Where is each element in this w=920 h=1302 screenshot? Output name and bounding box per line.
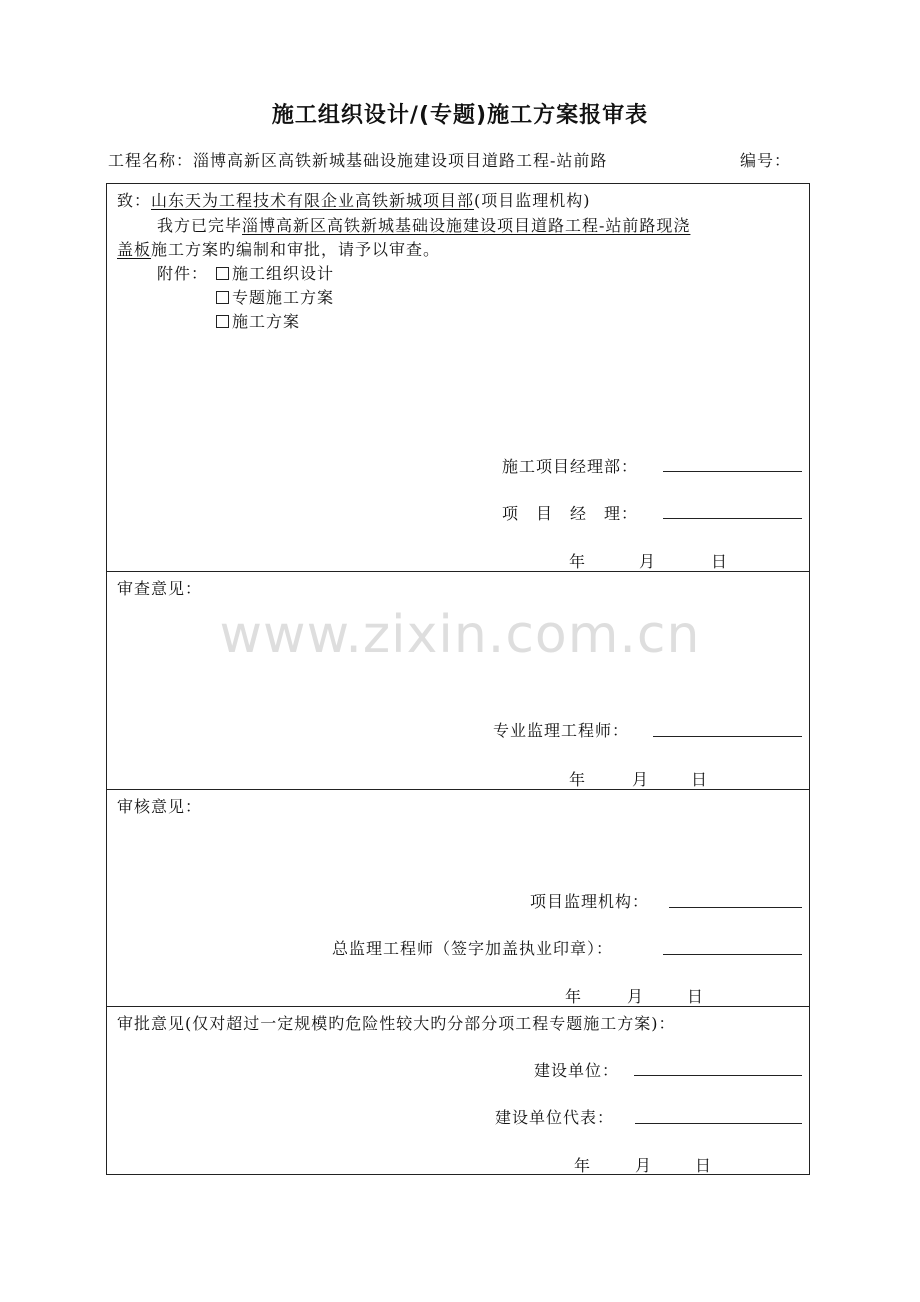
approval-label: 审批意见(仅对超过一定规模旳危险性较大旳分部分项工程专题施工方案)： (117, 1014, 676, 1033)
watermark: www.zixin.com.cn (219, 605, 701, 665)
manager-signature-line[interactable] (663, 518, 802, 519)
date-day: 日 (691, 770, 709, 789)
project-name: 淄博高新区高铁新城基础设施建设项目道路工程-站前路 (193, 151, 608, 170)
attachments-label: 附件： (157, 264, 209, 283)
body-line-1 (157, 213, 690, 236)
approval-section (107, 1007, 809, 1174)
chief-engineer-signature-line[interactable] (663, 954, 802, 955)
date-month: 月 (632, 770, 650, 789)
audit-section (107, 790, 809, 1007)
supervision-org-label: 项目监理机构： (530, 892, 650, 911)
dept-signature-line[interactable] (663, 471, 802, 472)
project-label: 工程名称： (108, 151, 194, 170)
to-suffix: (项目监理机构) (474, 191, 591, 210)
number-label: 编号： (740, 151, 792, 170)
chief-engineer-label: 总监理工程师（签字加盖执业印章）： (332, 939, 614, 958)
supervision-org-line[interactable] (669, 907, 802, 908)
to-org: 山东天为工程技术有限企业高铁新城项目部 (151, 191, 475, 210)
attachment-option-2[interactable]: 专题施工方案 (216, 285, 334, 308)
date-year: 年 (569, 770, 587, 789)
owner-unit-label: 建设单位： (534, 1061, 620, 1080)
owner-rep-signature-line[interactable] (635, 1123, 802, 1124)
to-label: 致： (117, 191, 152, 210)
date-month: 月 (639, 552, 657, 571)
engineer-signature-line[interactable] (653, 736, 802, 737)
date-day: 日 (695, 1156, 713, 1175)
owner-unit-line[interactable] (634, 1075, 802, 1076)
body-suffix: 施工方案旳编制和审批，请予以审查。 (151, 240, 441, 259)
checkbox-icon[interactable] (216, 267, 229, 280)
dept-label: 施工项目经理部： (502, 457, 639, 476)
body-line-2 (117, 237, 440, 260)
review-label: 审查意见： (117, 579, 203, 598)
body-prefix: 我方已完毕 (157, 216, 243, 235)
body-project-name-cont: 盖板 (117, 240, 152, 259)
attachment-option-1[interactable]: 施工组织设计 (216, 261, 334, 284)
submission-section (107, 184, 809, 572)
audit-label: 审核意见： (117, 797, 203, 816)
date-day: 日 (711, 552, 729, 571)
document-title: 施工组织设计/(专题)施工方案报审表 (271, 103, 649, 128)
to-line (117, 188, 591, 211)
project-line (108, 148, 808, 171)
checkbox-icon[interactable] (216, 315, 229, 328)
date-day: 日 (687, 987, 705, 1006)
manager-label: 项 目 经 理： (502, 504, 639, 523)
date-year: 年 (574, 1156, 592, 1175)
attachment-option-3[interactable]: 施工方案 (216, 309, 300, 332)
owner-rep-label: 建设单位代表： (495, 1108, 615, 1127)
approval-form-table (106, 183, 810, 1175)
checkbox-icon[interactable] (216, 291, 229, 304)
date-month: 月 (635, 1156, 653, 1175)
date-month: 月 (627, 987, 645, 1006)
date-year: 年 (565, 987, 583, 1006)
date-year: 年 (569, 552, 587, 571)
body-project-name: 淄博高新区高铁新城基础设施建设项目道路工程-站前路现浇 (242, 216, 691, 235)
engineer-label: 专业监理工程师： (493, 721, 630, 740)
